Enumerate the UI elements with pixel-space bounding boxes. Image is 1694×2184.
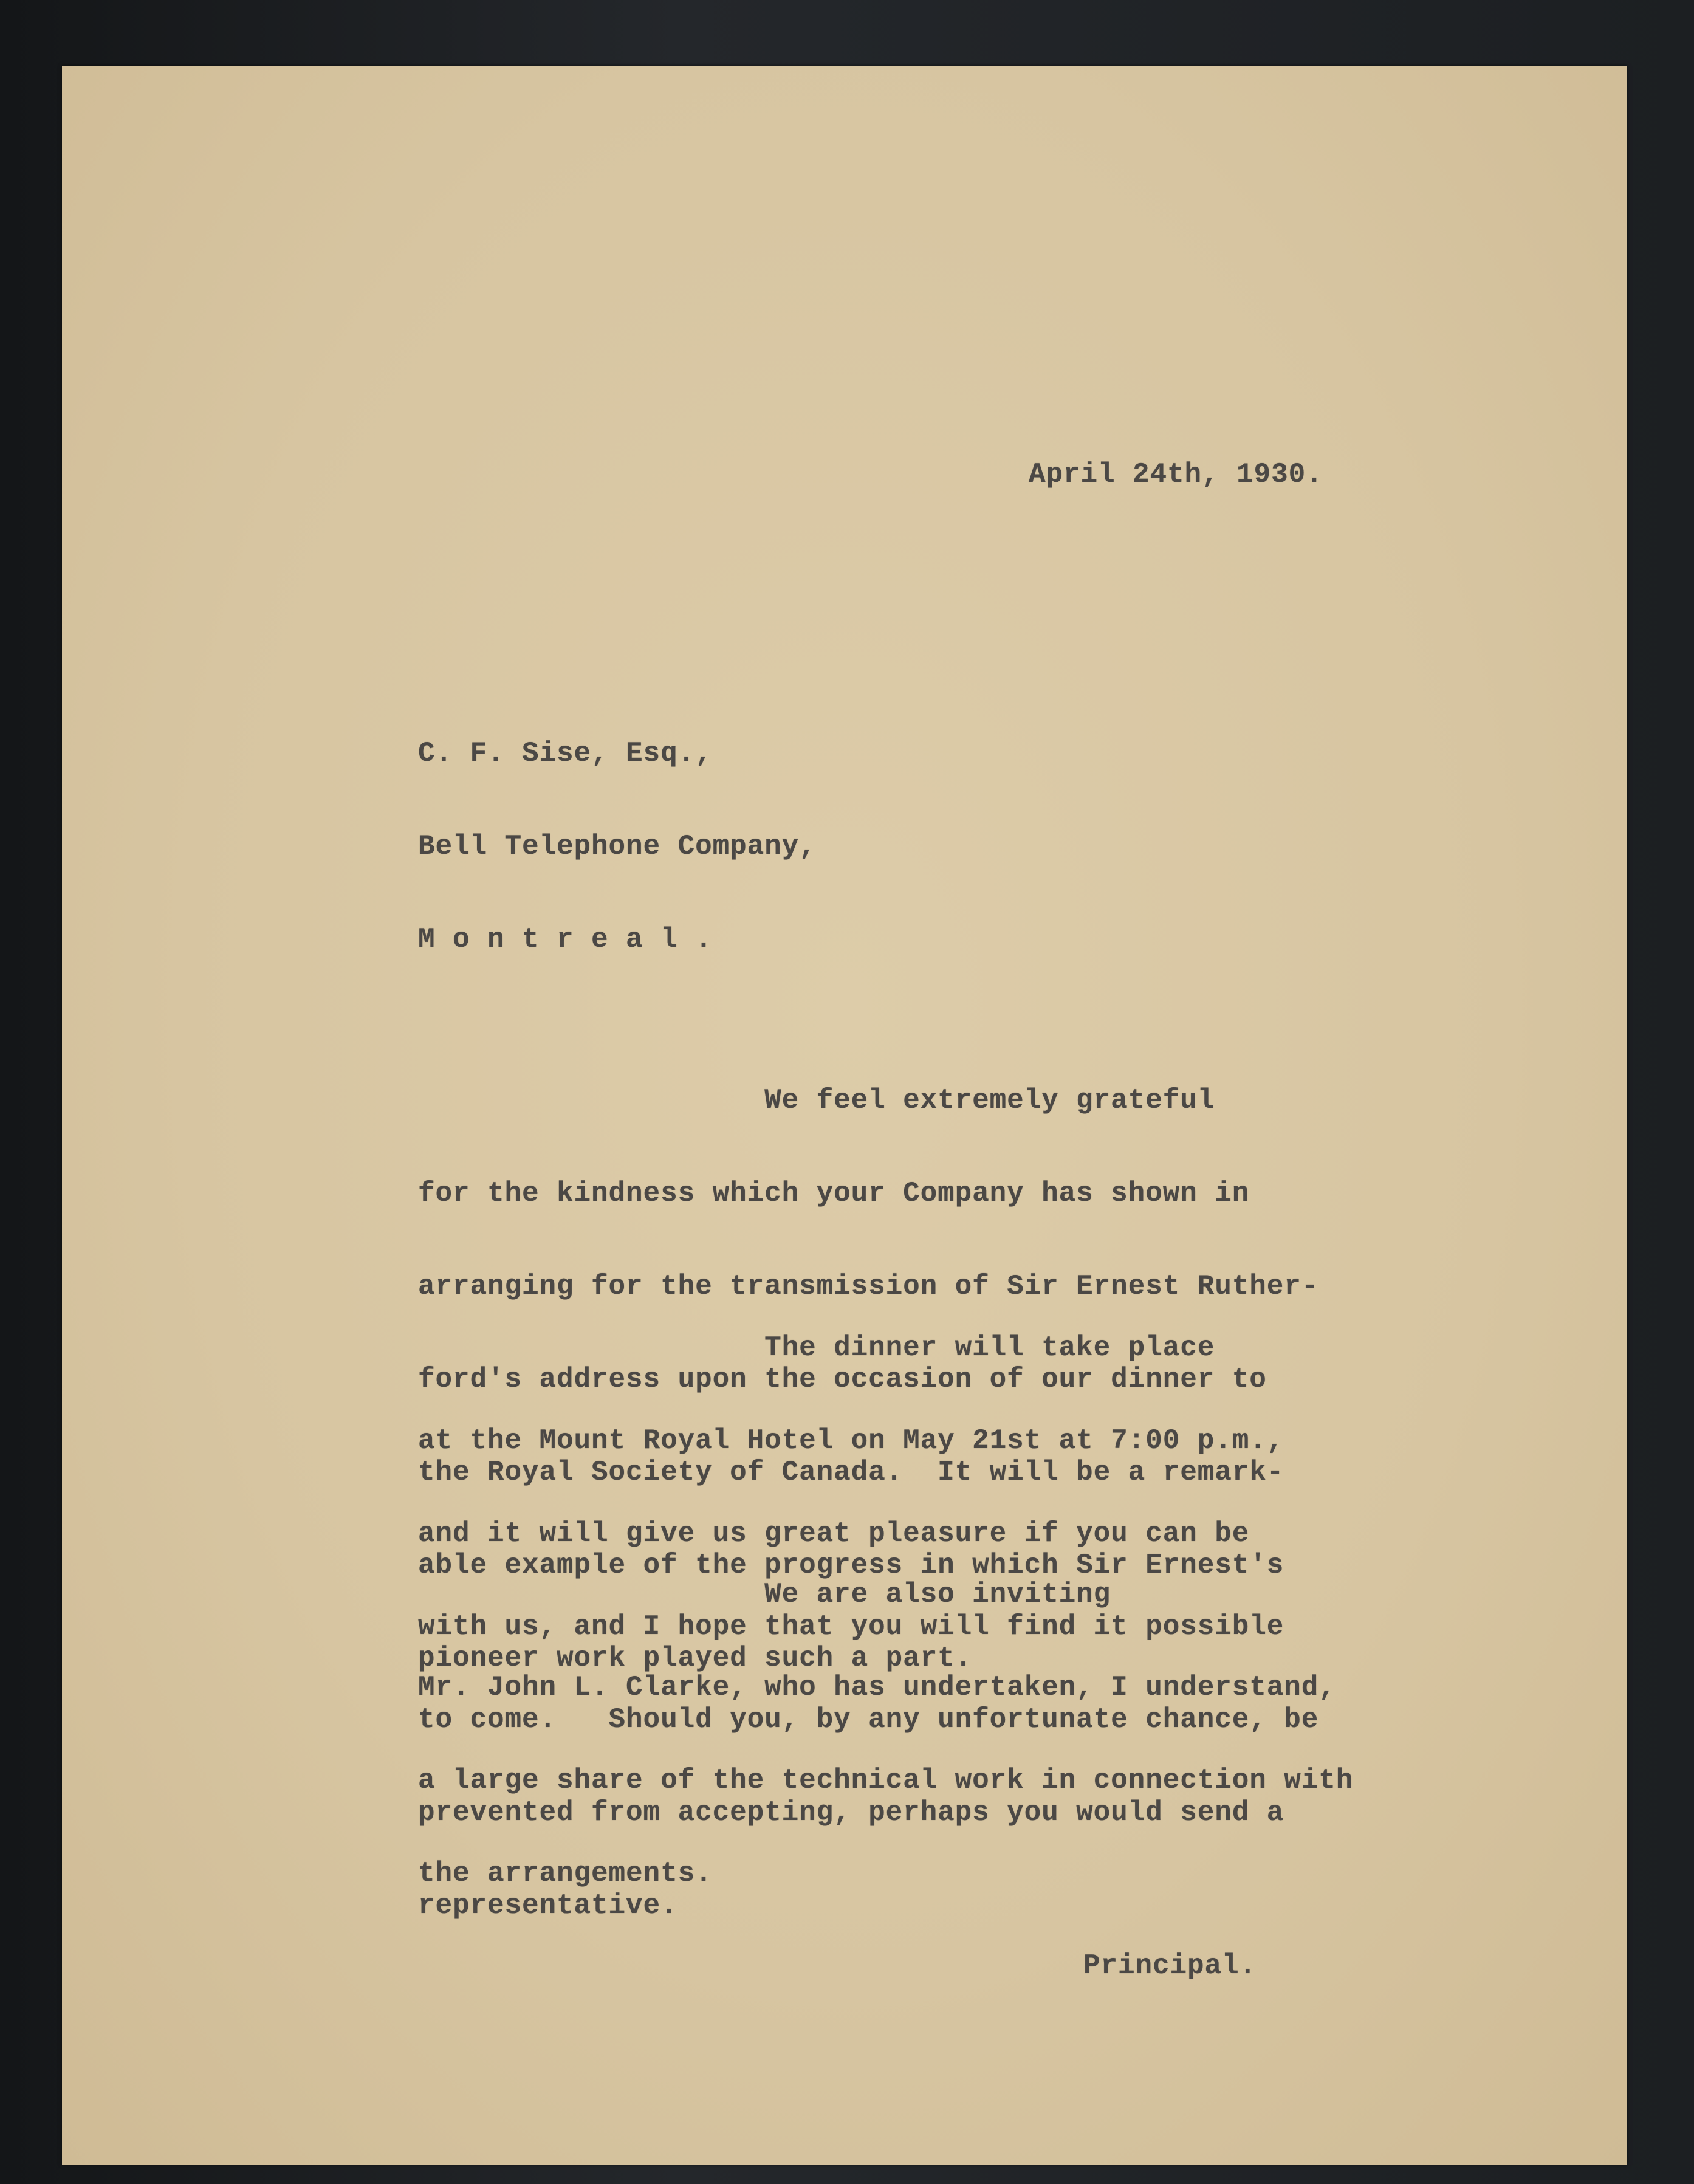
paragraph-line: at the Mount Royal Hotel on May 21st at 7:00 p.m., (418, 1425, 1284, 1457)
paragraph-line: arranging for the transmission of Sir Ernest Ruther- (418, 1271, 1319, 1302)
paragraph-line: the Royal Society of Canada. It will be a remark- (418, 1457, 1284, 1488)
paragraph-line: to come. Should you, by any unfortunate chance, be (418, 1704, 1319, 1736)
recipient-city: M o n t r e a l . (418, 924, 713, 955)
recipient-name: C. F. Sise, Esq., (418, 738, 713, 769)
paragraph-line: Mr. John L. Clarke, who has undertaken, I understand, (418, 1672, 1336, 1703)
recipient-company: Bell Telephone Company, (418, 831, 817, 862)
paragraph-line: ford's address upon the occasion of our dinner to (418, 1364, 1267, 1395)
paragraph-line: We feel extremely grateful (418, 1085, 1215, 1116)
signature-line: Principal. (1083, 1950, 1257, 1982)
paragraph-line: able example of the progress in which Sir Ernest's (418, 1550, 1284, 1581)
paragraph-line: the arrangements. (418, 1858, 713, 1889)
recipient-address (418, 676, 817, 986)
paragraph-clarke-invitation (418, 1517, 1353, 1920)
paragraph-line: prevented from accepting, perhaps you would send a (418, 1797, 1284, 1829)
paragraph-line: We are also inviting (418, 1579, 1111, 1610)
paragraph-line: representative. (418, 1890, 678, 1921)
paragraph-line: a large share of the technical work in connection with (418, 1765, 1354, 1796)
paragraph-line: for the kindness which your Company has shown in (418, 1178, 1250, 1209)
paragraph-line: The dinner will take place (418, 1332, 1215, 1364)
paragraph-line: with us, and I hope that you will find it possible (418, 1611, 1284, 1643)
paragraph-line: pioneer work played such a part. (418, 1643, 973, 1674)
letter-date: April 24th, 1930. (1029, 459, 1323, 490)
paragraph-line: and it will give us great pleasure if you can be (418, 1518, 1250, 1550)
